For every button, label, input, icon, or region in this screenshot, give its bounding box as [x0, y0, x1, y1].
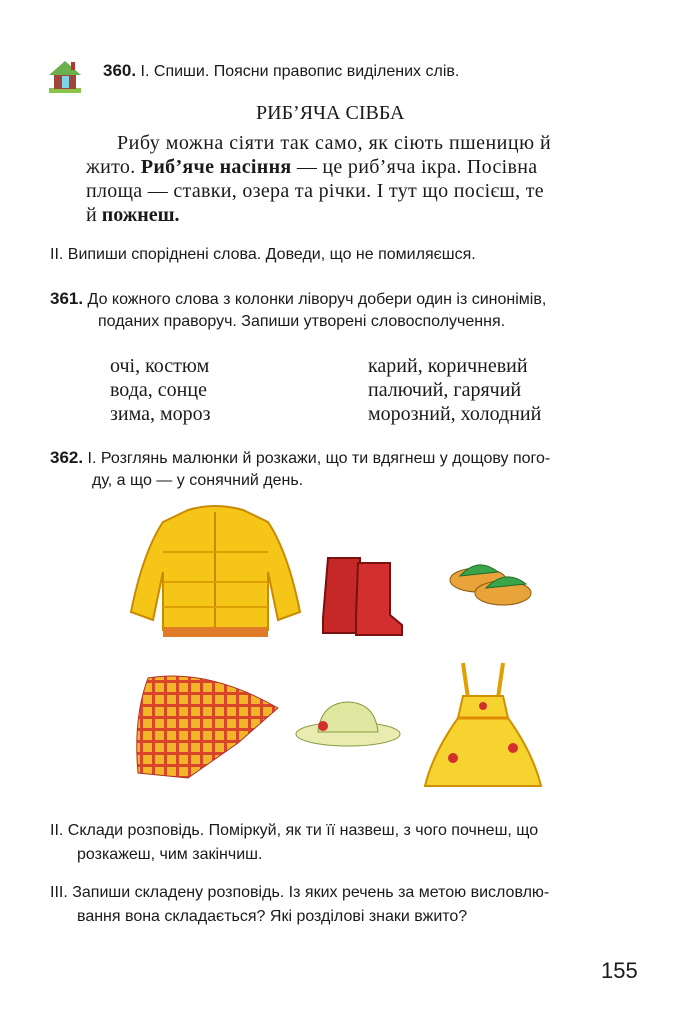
scarf-image — [128, 668, 283, 783]
text-line: Рибу можна сіяти так само, як сіють пшеницю й — [117, 132, 552, 154]
ex360-task2: II. Випиши споріднені слова. Доведи, що не помиляєшся. — [50, 246, 476, 263]
ex361-line: поданих праворуч. Запиши утворені словосполучення. — [98, 313, 506, 330]
jacket-image — [128, 502, 303, 644]
ex361-line: 361. До кожного слова з колонки ліворуч добери один із синонімів, — [50, 289, 547, 308]
ex362-task2: розкажеш, чим закінчиш. — [77, 846, 263, 863]
ex362-line: ду, а що — у сонячний день. — [92, 472, 304, 489]
page-number: 155 — [601, 958, 638, 983]
ex360-heading: 360. I. Спиши. Поясни правопис виділених слів. — [103, 61, 460, 80]
text-line: й пожнеш. — [86, 204, 180, 226]
sandals-image — [448, 548, 533, 608]
word-right: карий, коричневий — [368, 355, 528, 377]
ex362-line: 362. I. Розглянь малюнки й розкажи, що ти вдягнеш у дощову пого- — [50, 448, 551, 467]
house-icon — [47, 58, 83, 94]
word-left: очі, костюм — [110, 355, 210, 377]
boots-image — [318, 553, 408, 638]
word-left: зима, мороз — [110, 403, 211, 425]
dress-image — [423, 658, 543, 793]
text-title: РИБ’ЯЧА СІВБА — [256, 102, 405, 124]
text-line: жито. Риб’яче насіння — це риб’яча ікра. Посівна — [86, 156, 538, 178]
word-right: палючий, гарячий — [368, 379, 522, 401]
text-line: площа — ставки, озера та річки. І тут що посієш, те — [86, 180, 544, 202]
word-left: вода, сонце — [110, 379, 207, 401]
ex362-task3: III. Запиши складену розповідь. Із яких речень за метою висловлю- — [50, 884, 550, 901]
hat-image — [293, 698, 403, 748]
word-right: морозний, холодний — [368, 403, 542, 425]
ex362-task3: вання вона складається? Які розділові знаки вжито? — [77, 908, 468, 925]
ex362-task2: II. Склади розповідь. Поміркуй, як ти її назвеш, з чого почнеш, що — [50, 822, 539, 839]
